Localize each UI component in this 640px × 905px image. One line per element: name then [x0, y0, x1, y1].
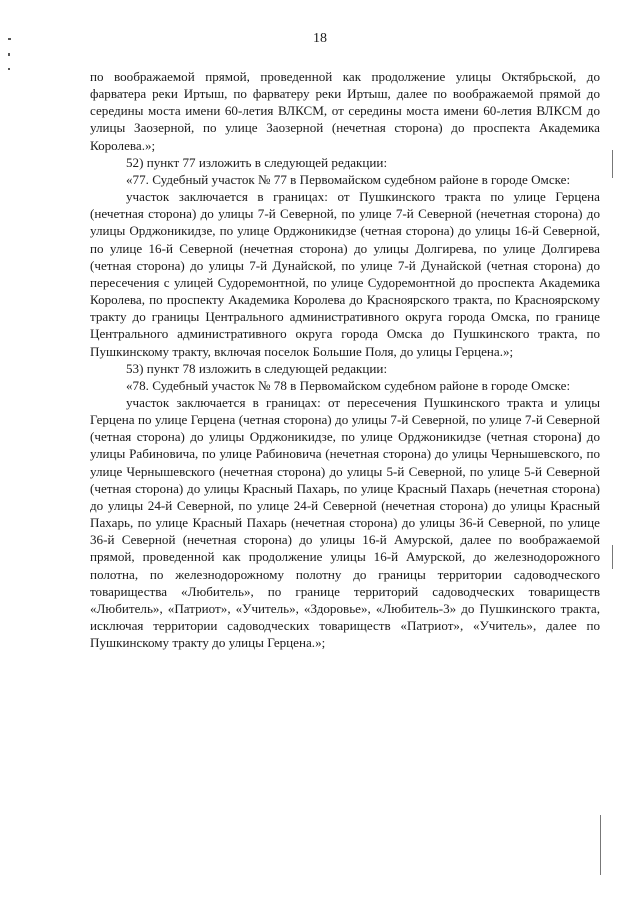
- scan-edge-line: [612, 545, 613, 569]
- paragraph-section-78-title: «78. Судебный участок № 78 в Первомайском судебном районе в городе Омске:: [126, 377, 571, 393]
- scan-mark: [8, 53, 10, 56]
- paragraph-item-53: 53) пункт 78 изложить в следующей редакции:: [126, 360, 388, 376]
- scan-mark: [8, 68, 10, 70]
- document-body: [90, 68, 600, 651]
- paragraph-section-77-title: «77. Судебный участок № 77 в Первомайском судебном районе в городе Омске:: [126, 171, 571, 187]
- scan-edge-line: [612, 150, 613, 178]
- scan-mark: [8, 38, 11, 40]
- paragraph-section-77-boundaries: участок заключается в границах: от Пушкинского тракта по улице Герцена (нечетная сторона) до улицы 7-й Северной, по улице 7-й Северной (нечетная сторона) до улицы Орджоникидзе, по улице Орджоникидзе (четная сторона) до улицы 16-й Северной, по улице 16-й Северной (нечетная сторона) до улицы Долгирева, по улице Долгирева (четная сторона) до улицы 7-й Дунайской, по улице 7-й Дунайской (четная сторона) до пересечения с улицей Судоремонтной, по улице Судоремонтной до проспекта Академика Королева, по проспекту Академика Королева до Красноярского тракта, по Красноярскому тракту до границы Центрального административного округа города Омска, по границе Центрального административного округа города Омска до Пушкинского тракта, по Пушкинскому тракту, включая поселок Большие Поля, до улицы Герцена.»;: [90, 189, 600, 359]
- page-number: 18: [313, 31, 327, 46]
- paragraph-item-52: 52) пункт 77 изложить в следующей редакции:: [126, 154, 388, 170]
- scan-edge-line: [600, 815, 601, 875]
- paragraph-route-continuation: по воображаемой прямой, проведенной как продолжение улицы Октябрьской, до фарватера реки Иртыш, по фарватеру реки Иртыш, далее по воображаемой прямой до середины моста имени 60-летия ВЛКСМ, от середины моста имени 60-летия ВЛКСМ до улицы Заозерной, по улице Заозерной (нечетная сторона) до проспекта Академика Королева.»;: [90, 69, 600, 153]
- paragraph-section-78-boundaries: участок заключается в границах: от пересечения Пушкинского тракта и улицы Герцена по улице Герцена (четная сторона) до улицы 7-й Северной, по улице 7-й Северной (четная сторона) до улицы Орджоникидзе, по улице Орджоникидзе (четная сторона) до улицы Рабиновича, по улице Рабиновича (нечетная сторона) до улицы Чернышевского, по улице Чернышевского (нечетная сторона) до улицы 5-й Северной, по улице 5-й Северной (четная сторона) до улицы Красный Пахарь, по улице Красный Пахарь (нечетная сторона) до улицы 24-й Северной, по улице 24-й Северной (нечетная сторона) до улицы Красный Пахарь, по улице Красный Пахарь (нечетная сторона) до улицы 36-й Северной, по улице 36-й Северной (нечетная сторона) до улицы 16-й Амурской, далее по воображаемой прямой, проведенной как продолжение улицы 16-й Амурской, до железнодорожного полотна, по железнодорожному полотну до границы территории садоводческого товарищества «Любитель», по границе территорий садоводческих товариществ «Любитель», «Патриот», «Учитель», «Здоровье», «Любитель-3» до Пушкинского тракта, исключая территории садоводческих товариществ «Патриот», «Учитель», далее по Пушкинскому тракту до улицы Герцена.»;: [90, 394, 600, 651]
